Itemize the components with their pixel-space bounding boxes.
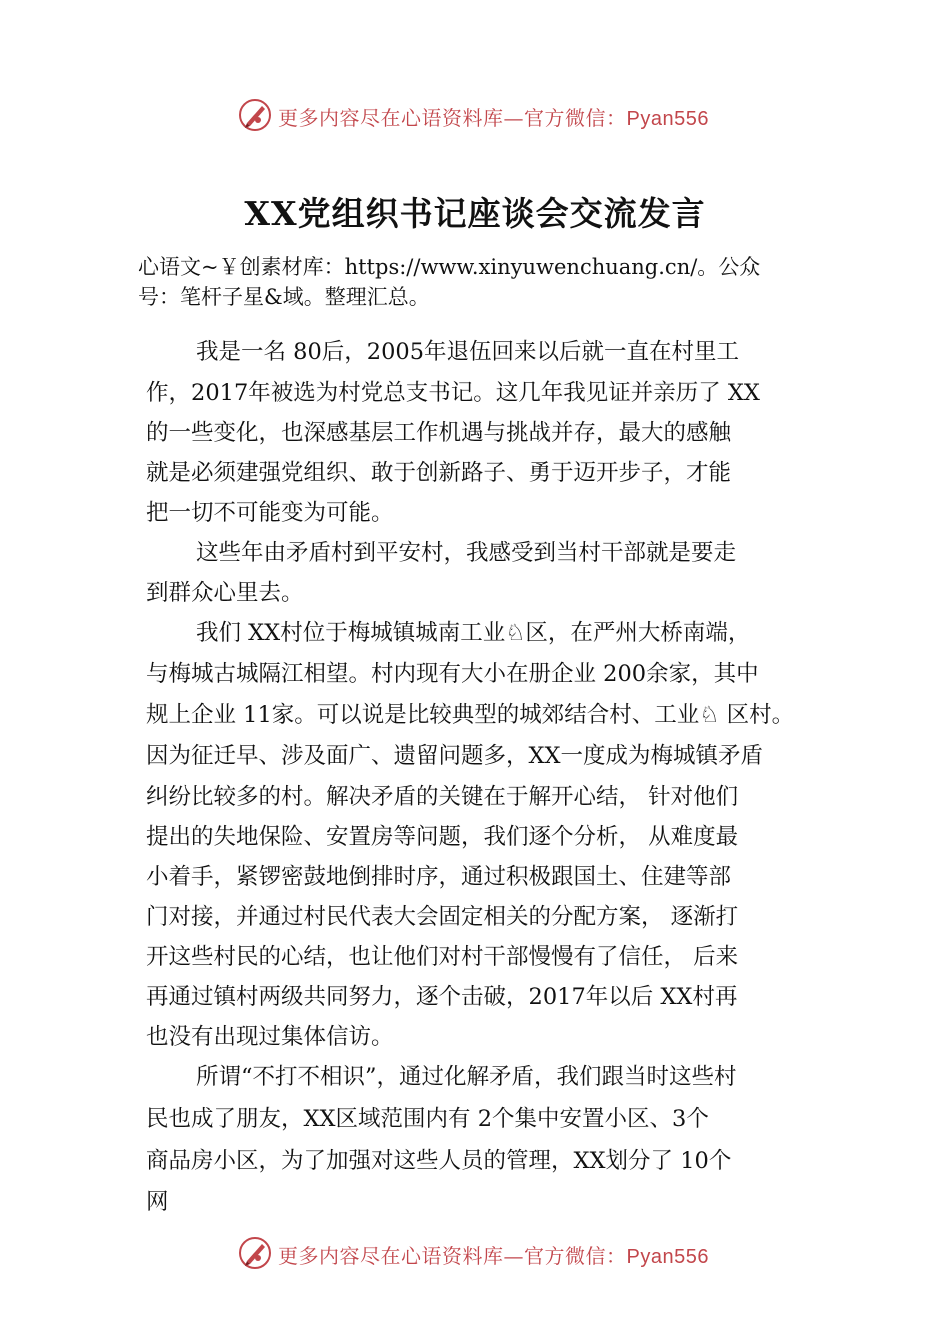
paragraph-line: 我是一名 80后，2005年退伍回来以后就一直在村里工 <box>196 339 740 365</box>
source-line: 号：笔杆子星&域。整理汇总。 <box>138 285 430 309</box>
paragraph-line: 小着手，紧锣密鼓地倒排时序，通过积极跟国土、住建等部 <box>146 864 732 890</box>
paragraph-line: 因为征迁早、涉及面广、遗留问题多，XX一度成为梅城镇矛盾 <box>146 743 764 769</box>
paragraph-line: 所谓“不打不相识”，通过化解矛盾，我们跟当时这些村 <box>196 1064 737 1090</box>
banner-text: 更多内容尽在心语资料库—官方微信：Pyan556 <box>278 106 709 130</box>
paragraph-line: 作，2017年被选为村党总支书记。这几年我见证并亲历了 XX <box>146 380 760 406</box>
paragraph-line: 与梅城古城隔江相望。村内现有大小在册企业 200余家，其中 <box>146 661 759 687</box>
source-line: 心语文~￥创素材库：https://www.xinyuwenchuang.cn/。公众 <box>138 255 761 279</box>
pen-seal-logo-icon <box>238 98 272 132</box>
paragraph-line: 规上企业 11家。可以说是比较典型的城郊结合村、工业♘ 区村。 <box>146 702 795 728</box>
paragraph-line: 也没有出现过集体信访。 <box>146 1024 394 1050</box>
paragraph-line: 这些年由矛盾村到平安村，我感受到当村干部就是要走 <box>196 540 737 566</box>
source-note <box>138 252 760 312</box>
page-title: XX党组织书记座谈会交流发言 <box>244 194 706 233</box>
paragraph-line: 的一些变化，也深感基层工作机遇与挑战并存，最大的感触 <box>146 420 732 446</box>
paragraph-line: 民也成了朋友，XX区域范围内有 2个集中安置小区、3个 <box>146 1106 709 1132</box>
paragraph-line: 纠纷比较多的村。解决矛盾的关键在于解开心结， 针对他们 <box>146 784 739 810</box>
paragraph-line: 就是必须建强党组织、敢于创新路子、勇于迈开步子，才能 <box>146 460 732 486</box>
banner-wechat-handle: Pyan556 <box>626 108 709 130</box>
banner-text: 更多内容尽在心语资料库—官方微信：Pyan556 <box>278 1244 709 1268</box>
paragraph-line: 开这些村民的心结，也让他们对村干部慢慢有了信任， 后来 <box>146 944 739 970</box>
header-watermark-banner <box>0 96 950 136</box>
paragraph-line: 把一切不可能变为可能。 <box>146 500 394 526</box>
paragraph-line: 门对接，并通过村民代表大会固定相关的分配方案， 逐渐打 <box>146 904 739 930</box>
footer-watermark-banner <box>0 1234 950 1274</box>
paragraph-line: 商品房小区，为了加强对这些人员的管理，XX划分了 10个 <box>146 1148 732 1174</box>
paragraph-line: 提出的失地保险、安置房等问题，我们逐个分析， 从难度最 <box>146 824 739 850</box>
paragraph-line: 我们 XX村位于梅城镇城南工业♘区，在严州大桥南端， <box>196 620 751 646</box>
paragraph-line: 到群众心里去。 <box>146 580 304 606</box>
pen-seal-logo-icon <box>238 1236 272 1270</box>
banner-wechat-handle: Pyan556 <box>626 1246 709 1268</box>
paragraph-line: 网 <box>146 1189 169 1215</box>
paragraph-line: 再通过镇村两级共同努力，逐个击破，2017年以后 XX村再 <box>146 984 738 1010</box>
